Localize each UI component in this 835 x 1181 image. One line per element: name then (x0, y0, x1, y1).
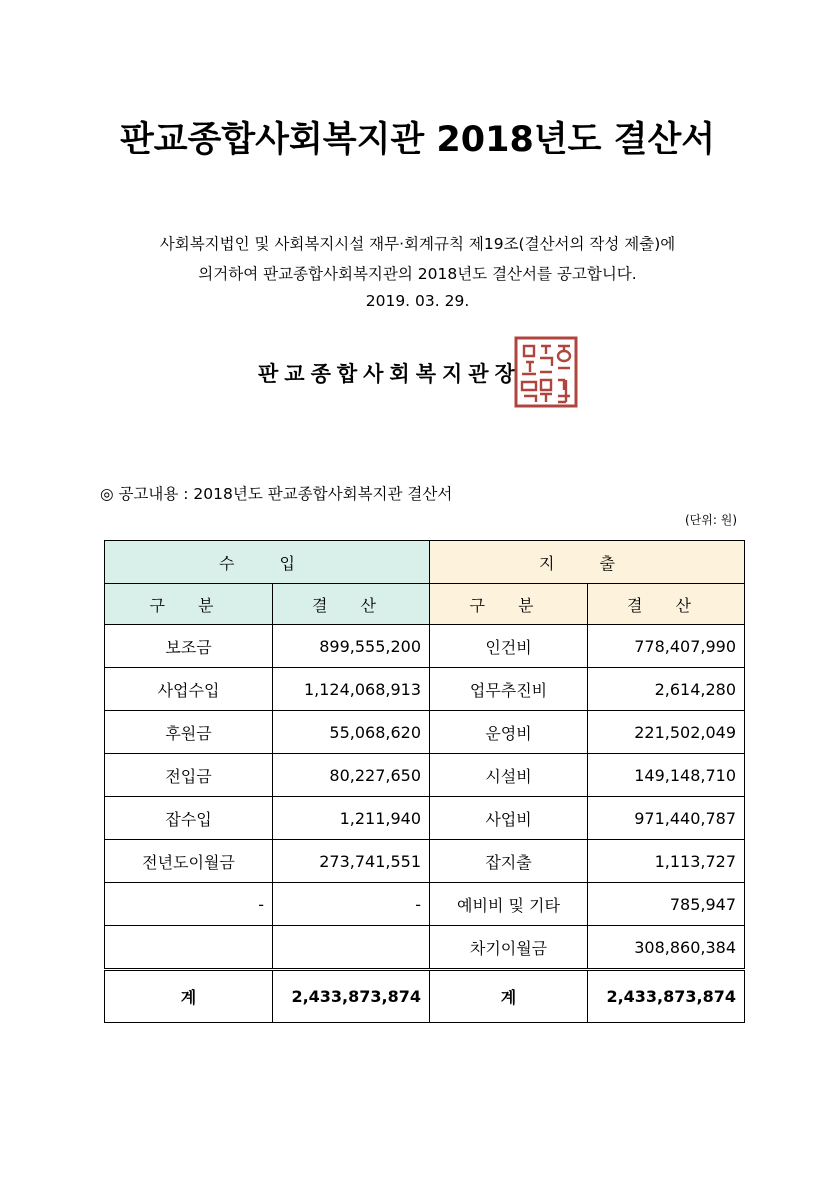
total-row (105, 970, 745, 1023)
expense-total-label: 계 (430, 970, 588, 1023)
table-row (105, 754, 745, 797)
table-row (105, 926, 745, 970)
expense-header: 지 출 (430, 541, 745, 584)
table-row (105, 668, 745, 711)
expense-amount: 308,860,384 (588, 926, 745, 970)
table-row (105, 883, 745, 926)
income-item: 후원금 (105, 711, 273, 754)
income-amount (273, 926, 430, 970)
income-amount: 80,227,650 (273, 754, 430, 797)
official-seal-icon (514, 336, 578, 408)
table-row (105, 840, 745, 883)
income-total-label: 계 (105, 970, 273, 1023)
income-item: 잡수입 (105, 797, 273, 840)
expense-amount: 778,407,990 (588, 625, 745, 668)
table-header-row (105, 541, 745, 584)
unit-label: (단위: 원) (685, 513, 737, 527)
organization-name: 판교종합사회복지관장 (258, 361, 521, 386)
table-row (105, 711, 745, 754)
page-title: 판교종합사회복지관 2018년도 결산서 (119, 120, 716, 160)
notice-content: ◎ 공고내용 : 2018년도 판교종합사회복지관 결산서 (100, 485, 453, 503)
table-subheader-row (105, 584, 745, 625)
expense-item: 시설비 (430, 754, 588, 797)
income-amount: - (273, 883, 430, 926)
income-amount-header: 결 산 (273, 584, 430, 625)
expense-category-header: 구 분 (430, 584, 588, 625)
income-amount: 55,068,620 (273, 711, 430, 754)
expense-item: 인건비 (430, 625, 588, 668)
income-item: 보조금 (105, 625, 273, 668)
expense-item: 예비비 및 기타 (430, 883, 588, 926)
expense-item: 운영비 (430, 711, 588, 754)
income-amount: 1,211,940 (273, 797, 430, 840)
expense-amount: 221,502,049 (588, 711, 745, 754)
income-total-amount: 2,433,873,874 (273, 970, 430, 1023)
expense-item: 잡지출 (430, 840, 588, 883)
table-row (105, 797, 745, 840)
income-amount: 273,741,551 (273, 840, 430, 883)
expense-amount: 971,440,787 (588, 797, 745, 840)
income-item: 전년도이월금 (105, 840, 273, 883)
expense-total-amount: 2,433,873,874 (588, 970, 745, 1023)
income-item (105, 926, 273, 970)
expense-amount: 785,947 (588, 883, 745, 926)
expense-item: 업무추진비 (430, 668, 588, 711)
expense-amount: 1,113,727 (588, 840, 745, 883)
income-item: - (105, 883, 273, 926)
expense-item: 차기이월금 (430, 926, 588, 970)
table-row (105, 625, 745, 668)
intro-line-2: 의거하여 판교종합사회복지관의 2018년도 결산서를 공고합니다. (198, 265, 637, 283)
notice-date: 2019. 03. 29. (365, 292, 470, 310)
income-amount: 1,124,068,913 (273, 668, 430, 711)
income-header: 수 입 (105, 541, 430, 584)
intro-line-1: 사회복지법인 및 사회복지시설 재무·회계규칙 제19조(결산서의 작성 제출)에 (159, 235, 676, 253)
income-category-header: 구 분 (105, 584, 273, 625)
expense-amount: 2,614,280 (588, 668, 745, 711)
settlement-table (104, 540, 745, 1023)
expense-amount-header: 결 산 (588, 584, 745, 625)
income-item: 전입금 (105, 754, 273, 797)
income-amount: 899,555,200 (273, 625, 430, 668)
expense-item: 사업비 (430, 797, 588, 840)
expense-amount: 149,148,710 (588, 754, 745, 797)
income-item: 사업수입 (105, 668, 273, 711)
